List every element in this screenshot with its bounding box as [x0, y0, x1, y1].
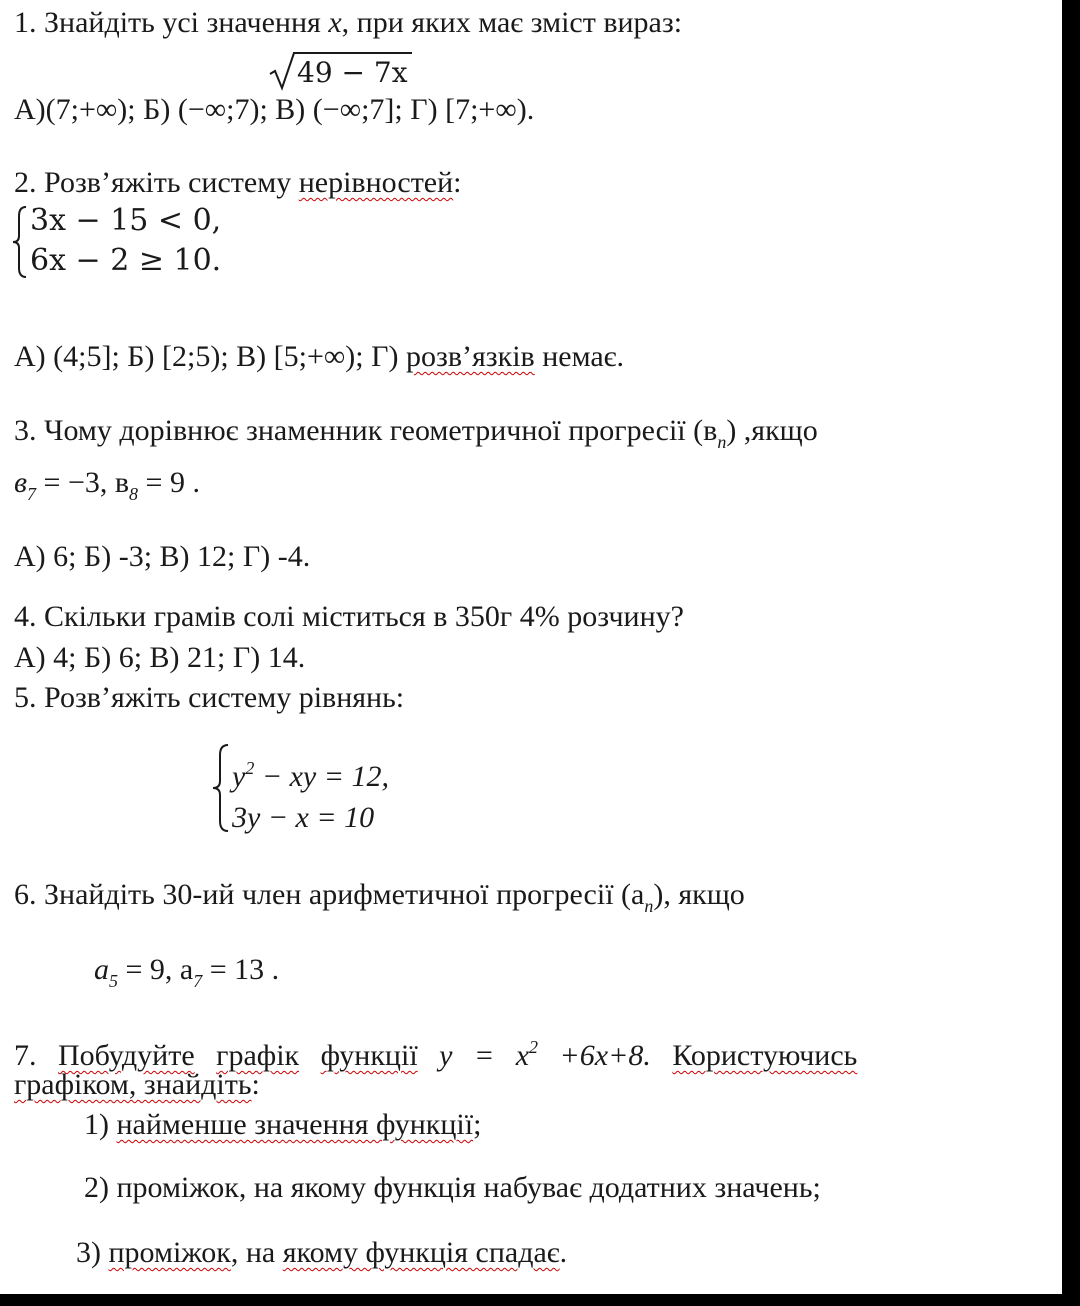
q2-answers-text: А) (4;5]; Б) [2;5); В) [5;+∞); Г) — [14, 340, 406, 373]
q1-answers: А)(7;+∞); Б) (−∞;7); В) (−∞;7]; Г) [7;+∞). — [14, 93, 535, 126]
q6-cond-end: = 13 . — [202, 953, 280, 986]
q5-system-line-2: 3y − x = 10 — [232, 801, 375, 834]
q7-item3-end: . — [559, 1236, 568, 1269]
q2-stem-wavy: нерівностей — [298, 166, 454, 199]
q5-line1-rest: − xy = 12, — [254, 760, 389, 793]
q3-stem — [14, 414, 818, 459]
q3-cond-b7-sub: 7 — [27, 484, 37, 504]
q6-stem — [14, 878, 745, 923]
q7-item3-num: 3) — [76, 1236, 109, 1269]
q3-answers: А) 6; Б) -3; В) 12; Г) -4. — [14, 540, 311, 573]
q6-stem-text: 6. Знайдіть 30-ий член арифметичної прогресії (a — [14, 878, 645, 911]
q3-condition — [14, 466, 200, 511]
q4-answers: А) 4; Б) 6; В) 21; Г) 14. — [14, 641, 306, 674]
q7-word-2: графік — [216, 1039, 300, 1072]
q7-line2-wavy: графіком, знайдіть — [14, 1068, 252, 1101]
q7-item1-end: ; — [473, 1108, 482, 1141]
q6-stem-sub: n — [644, 896, 654, 916]
q7-item-2: 2) проміжок, на якому функція набуває додатних значень; — [84, 1171, 821, 1204]
q6-stem-end: ), якщо — [653, 878, 745, 911]
q3-stem-end: ) ,якщо — [726, 414, 818, 447]
q3-stem-sub: n — [717, 432, 727, 452]
q7-word-4: Користуючись — [672, 1039, 858, 1072]
q2-answer-end: немає. — [534, 340, 625, 373]
q1-stem — [14, 6, 682, 40]
q1-sqrt-expression — [268, 50, 418, 90]
q7-function-b: +6x+8. — [538, 1039, 673, 1072]
q1-variable: x — [328, 6, 342, 39]
q2-answer-wavy: розв’язків — [405, 340, 535, 373]
q6-cond-mid: = 9, a — [118, 953, 194, 986]
q6-cond-a7-sub: 7 — [193, 971, 203, 991]
q3-cond-b8-sub: 8 — [129, 484, 139, 504]
q5-stem: 5. Розв’яжіть систему рівнянь: — [14, 681, 405, 714]
q7-word-3: функції — [320, 1039, 418, 1072]
q7-stem — [14, 1030, 857, 1073]
q2-stem — [14, 166, 462, 200]
q7-item3-wavy2: якому функція спадає — [282, 1236, 560, 1269]
q1-radicand: 49 − 7x — [293, 52, 412, 90]
q5-system-line-1 — [232, 751, 389, 794]
q2-system-line-2: 6x − 2 ≥ 10. — [30, 243, 222, 278]
q7-item1-wavy: найменше значення функції — [116, 1108, 474, 1141]
q2-stem-text: 2. Розв’яжіть систему — [14, 166, 299, 199]
q3-cond-end: = 9 . — [138, 466, 200, 499]
q3-cond-mid: = −3, в — [36, 466, 130, 499]
q7-item1-num: 1) — [84, 1108, 117, 1141]
q6-cond-a5-sub: 5 — [109, 971, 118, 991]
q7-item-3 — [76, 1236, 567, 1270]
q4-stem: 4. Скільки грамів солі міститься в 350г 4% розчину? — [14, 600, 684, 633]
q2-system-brace-icon — [10, 204, 30, 280]
q5-system-brace-icon — [210, 742, 232, 834]
q1-stem-text: 1. Знайдіть усі значення — [14, 6, 329, 39]
q6-cond-a: a — [94, 953, 109, 986]
q1-stem-end: , при яких має зміст вираз: — [341, 6, 683, 39]
q7-item3-mid: , на — [230, 1236, 283, 1269]
q3-cond-b: в — [14, 466, 28, 499]
q7-item-1 — [84, 1108, 481, 1142]
q7-function-a: y = x — [439, 1039, 530, 1072]
q2-answers — [14, 340, 624, 374]
q7-number: 7. — [14, 1039, 58, 1072]
q7-function-sup: 2 — [529, 1037, 539, 1057]
q5-line1-y: y — [232, 760, 246, 793]
q7-line-2 — [14, 1068, 260, 1102]
q2-stem-end: : — [453, 166, 462, 199]
q7-line2-end: : — [251, 1068, 260, 1101]
q3-stem-text: 3. Чому дорівнює знаменник геометричної прогресії (в — [14, 414, 718, 447]
q5-line1-sup: 2 — [245, 758, 255, 778]
q6-condition — [94, 953, 279, 998]
q2-system-line-1: 3x − 15 < 0, — [30, 203, 222, 238]
q7-word-1: Побудуйте — [58, 1039, 195, 1072]
q7-item3-wavy1: проміжок — [108, 1236, 231, 1269]
